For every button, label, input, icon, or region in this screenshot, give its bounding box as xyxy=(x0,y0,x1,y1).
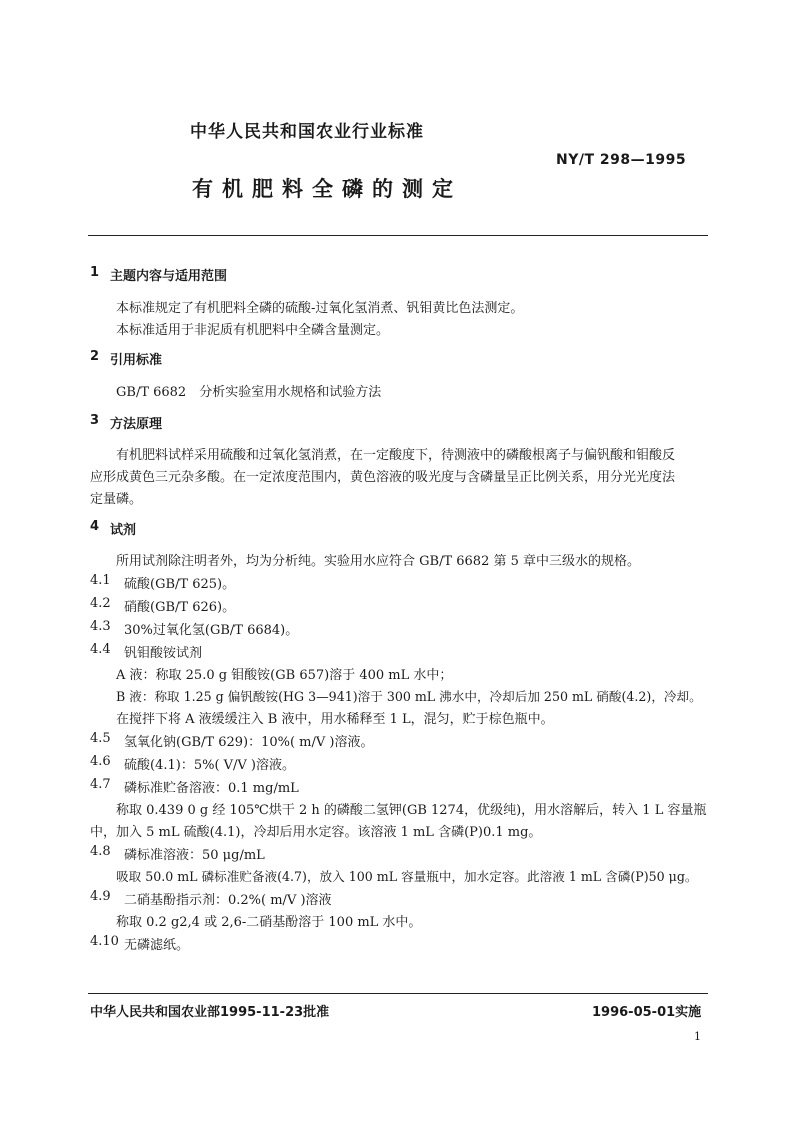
item-4-1-number: 4.1 xyxy=(90,573,111,588)
item-4-4-number: 4.4 xyxy=(90,642,111,657)
item-4-4-solution-b: B 液：称取 1.25 g 偏钒酸铵(HG 3—941)溶于 300 mL 沸水中，冷却后加 250 mL 硝酸(4.2)，冷却。 xyxy=(116,689,702,704)
standard-org-title: 中华人民共和国农业行业标准 xyxy=(190,122,424,142)
section-1-paragraph-1: 本标准规定了有机肥料全磷的硫酸-过氧化氢消煮、钒钼黄比色法测定。 xyxy=(116,301,524,316)
section-2-number: 2 xyxy=(90,349,100,364)
item-4-8-text: 磷标准溶液：50 μg/mL xyxy=(124,848,265,863)
section-3-line-3: 定量磷。 xyxy=(90,492,143,507)
standard-code: NY/T 298—1995 xyxy=(556,152,687,168)
section-1-title: 主题内容与适用范围 xyxy=(110,269,228,284)
item-4-3-number: 4.3 xyxy=(90,619,111,634)
item-4-7-line-1: 称取 0.439 0 g 经 105℃烘干 2 h 的磷酸二氢钾(GB 1274，优级纯)，用水溶解后，转入 1 L 容量瓶 xyxy=(116,803,707,818)
section-2-title: 引用标准 xyxy=(110,353,163,368)
item-4-8-line-1: 吸取 50.0 mL 磷标准贮备液(4.7)，放入 100 mL 容量瓶中，加水定容。此溶液 1 mL 含磷(P)50 μg。 xyxy=(116,869,698,884)
item-4-9-line-1: 称取 0.2 g2,4 或 2,6-二硝基酚溶于 100 mL 水中。 xyxy=(116,915,422,930)
section-4-intro: 所用试剂除注明者外，均为分析纯。实验用水应符合 GB/T 6682 第 5 章中三级水的规格。 xyxy=(116,554,641,569)
item-4-6-number: 4.6 xyxy=(90,754,111,769)
item-4-6-text: 硫酸(4.1)：5%( V/V )溶液。 xyxy=(124,758,296,773)
item-4-4-text: 钒钼酸铵试剂 xyxy=(124,646,203,661)
item-4-5-text: 氢氧化钠(GB/T 629)：10%( m/V )溶液。 xyxy=(124,735,374,750)
section-3-number: 3 xyxy=(90,413,100,428)
item-4-10-number: 4.10 xyxy=(90,934,119,949)
section-3-line-2: 应形成黄色三元杂多酸。在一定浓度范围内，黄色溶液的吸光度与含磷量呈正比例关系，用分光光度法 xyxy=(90,470,676,485)
section-3-title: 方法原理 xyxy=(110,417,163,432)
item-4-7-number: 4.7 xyxy=(90,777,111,792)
section-4-number: 4 xyxy=(90,519,100,534)
footer-rule xyxy=(88,993,708,994)
item-4-5-number: 4.5 xyxy=(90,731,111,746)
item-4-2-number: 4.2 xyxy=(90,596,111,611)
approval-info: 中华人民共和国农业部1995-11-23批准 xyxy=(90,1005,330,1020)
item-4-4-solution-a: A 液：称取 25.0 g 钼酸铵(GB 657)溶于 400 mL 水中； xyxy=(116,668,453,683)
section-1-paragraph-2: 本标准适用于非泥质有机肥料中全磷含量测定。 xyxy=(116,323,390,338)
page-number: 1 xyxy=(694,1030,701,1043)
item-4-8-number: 4.8 xyxy=(90,844,111,859)
header-rule xyxy=(88,235,708,236)
item-4-7-line-2: 中，加入 5 mL 硫酸(4.1)，冷却后用水定容。该溶液 1 mL 含磷(P)0.1 mg。 xyxy=(90,825,542,840)
item-4-2-text: 硝酸(GB/T 626)。 xyxy=(124,600,236,615)
item-4-4-mixing: 在搅拌下将 A 液缓缓注入 B 液中，用水稀释至 1 L，混匀，贮于棕色瓶中。 xyxy=(116,712,554,727)
item-4-9-number: 4.9 xyxy=(90,889,111,904)
section-3-line-1: 有机肥料试样采用硫酸和过氧化氢消煮，在一定酸度下，待测液中的磷酸根离子与偏钒酸和钼酸反 xyxy=(116,448,676,463)
item-4-1-text: 硫酸(GB/T 625)。 xyxy=(124,577,236,592)
item-4-7-text: 磷标准贮备溶液：0.1 mg/mL xyxy=(124,781,299,796)
item-4-9-text: 二硝基酚指示剂：0.2%( m/V )溶液 xyxy=(124,893,332,908)
section-4-title: 试剂 xyxy=(110,523,137,538)
item-4-10-text: 无磷滤纸。 xyxy=(124,938,190,953)
document-title: 有机肥料全磷的测定 xyxy=(192,177,462,201)
section-1-number: 1 xyxy=(90,265,100,280)
effective-date: 1996-05-01实施 xyxy=(592,1005,702,1020)
section-2-reference: GB/T 6682 分析实验室用水规格和试验方法 xyxy=(116,385,382,400)
item-4-3-text: 30%过氧化氢(GB/T 6684)。 xyxy=(124,623,299,638)
